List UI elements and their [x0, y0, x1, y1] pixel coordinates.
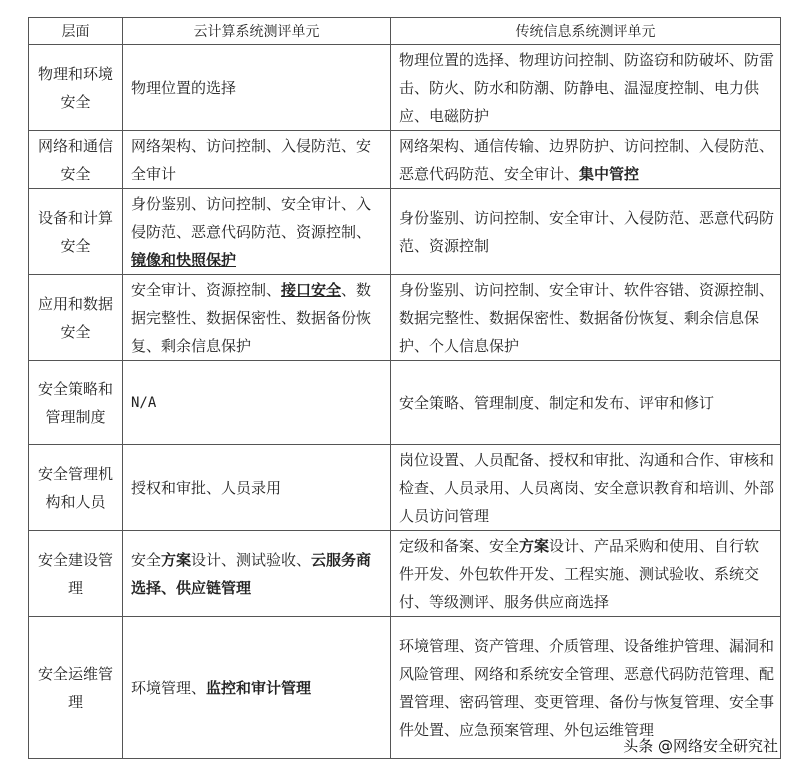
cloud-unit-cell — [123, 45, 391, 131]
cloud-unit-cell — [123, 617, 391, 759]
trad-unit-cell — [391, 361, 781, 445]
cloud-unit-cell — [123, 131, 391, 189]
table-row — [29, 361, 781, 445]
highlight-text: 云服务商选择、供应链管理 — [131, 550, 372, 597]
table-header-row — [29, 18, 781, 45]
cell-text: 授权和审批、人员录用 — [131, 478, 282, 497]
cell-text: 网络架构、访问控制、入侵防范、安全审计 — [131, 136, 372, 183]
cloud-unit-cell — [123, 275, 391, 361]
cloud-unit-cell — [123, 189, 391, 275]
cell-text: 设计、产品采购和使用、自行软件开发、外包软件开发、工程实施、测试验收、系统交付、等级测评、服务供应商选择 — [399, 536, 760, 611]
cell-text: 设计、测试验收、 — [191, 550, 312, 569]
row-level-label: 安全建设管理 — [29, 531, 123, 617]
table-row — [29, 45, 781, 131]
row-level-label: 应用和数据安全 — [29, 275, 123, 361]
source-watermark: 头条 @网络安全研究社 — [623, 737, 778, 755]
row-level-label: 安全管理机构和人员 — [29, 445, 123, 531]
cell-text: 环境管理、资产管理、介质管理、设备维护管理、漏洞和风险管理、网络和系统安全管理、恶意代码防范管理、配置管理、密码管理、变更管理、备份与恢复管理、安全事件处置、应急预案管理、外包运维管理 — [399, 636, 775, 739]
cell-text: 安全 — [131, 550, 162, 569]
trad-unit-cell — [391, 131, 781, 189]
trad-unit-cell — [391, 45, 781, 131]
cell-text: 身份鉴别、访问控制、安全审计、入侵防范、恶意代码防范、资源控制 — [399, 208, 775, 255]
cell-text: 岗位设置、人员配备、授权和审批、沟通和合作、审核和检查、人员录用、人员离岗、安全意识教育和培训、外部人员访问管理 — [399, 450, 775, 525]
row-level-label: 设备和计算安全 — [29, 189, 123, 275]
table-row — [29, 275, 781, 361]
trad-unit-cell — [391, 275, 781, 361]
comparison-table — [28, 17, 781, 759]
trad-unit-cell — [391, 189, 781, 275]
trad-unit-cell — [391, 445, 781, 531]
header-trad: 传统信息系统测评单元 — [391, 18, 781, 45]
row-level-label: 网络和通信安全 — [29, 131, 123, 189]
highlight-text: 方案 — [161, 550, 192, 569]
cloud-unit-cell — [123, 361, 391, 445]
table-row — [29, 445, 781, 531]
cell-text: N/A — [131, 394, 157, 411]
comparison-table-container — [28, 17, 780, 759]
table-row — [29, 131, 781, 189]
highlight-text: 方案 — [519, 536, 550, 555]
header-level: 层面 — [29, 18, 123, 45]
highlight-text: 集中管控 — [579, 164, 640, 183]
row-level-label: 物理和环境安全 — [29, 45, 123, 131]
cell-text: 物理位置的选择 — [131, 78, 237, 97]
cell-text: 身份鉴别、访问控制、安全审计、软件容错、资源控制、数据完整性、数据保密性、数据备份恢复、剩余信息保护、个人信息保护 — [399, 280, 775, 355]
table-row — [29, 189, 781, 275]
cell-text: 环境管理、 — [131, 678, 207, 697]
row-level-label: 安全策略和管理制度 — [29, 361, 123, 445]
highlight-text: 监控和审计管理 — [206, 678, 312, 697]
cell-text: 网络架构、通信传输、边界防护、访问控制、入侵防范、恶意代码防范、安全审计、 — [399, 136, 775, 183]
highlight-text: 镜像和快照保护 — [131, 250, 237, 269]
cell-text: 定级和备案、安全 — [399, 536, 520, 555]
highlight-text: 接口安全 — [281, 280, 342, 299]
cloud-unit-cell — [123, 445, 391, 531]
cell-text: 、数据完整性、数据保密性、数据备份恢复、剩余信息保护 — [131, 280, 372, 355]
trad-unit-cell — [391, 531, 781, 617]
header-cloud: 云计算系统测评单元 — [123, 18, 391, 45]
cell-text: 安全策略、管理制度、制定和发布、评审和修订 — [399, 393, 715, 412]
row-level-label: 安全运维管理 — [29, 617, 123, 759]
cell-text: 物理位置的选择、物理访问控制、防盗窃和防破坏、防雷击、防火、防水和防潮、防静电、温湿度控制、电力供应、电磁防护 — [399, 50, 775, 125]
cell-text: 安全审计、资源控制、 — [131, 280, 282, 299]
cloud-unit-cell — [123, 531, 391, 617]
table-row — [29, 531, 781, 617]
cell-text: 身份鉴别、访问控制、安全审计、入侵防范、恶意代码防范、资源控制、 — [131, 194, 372, 241]
